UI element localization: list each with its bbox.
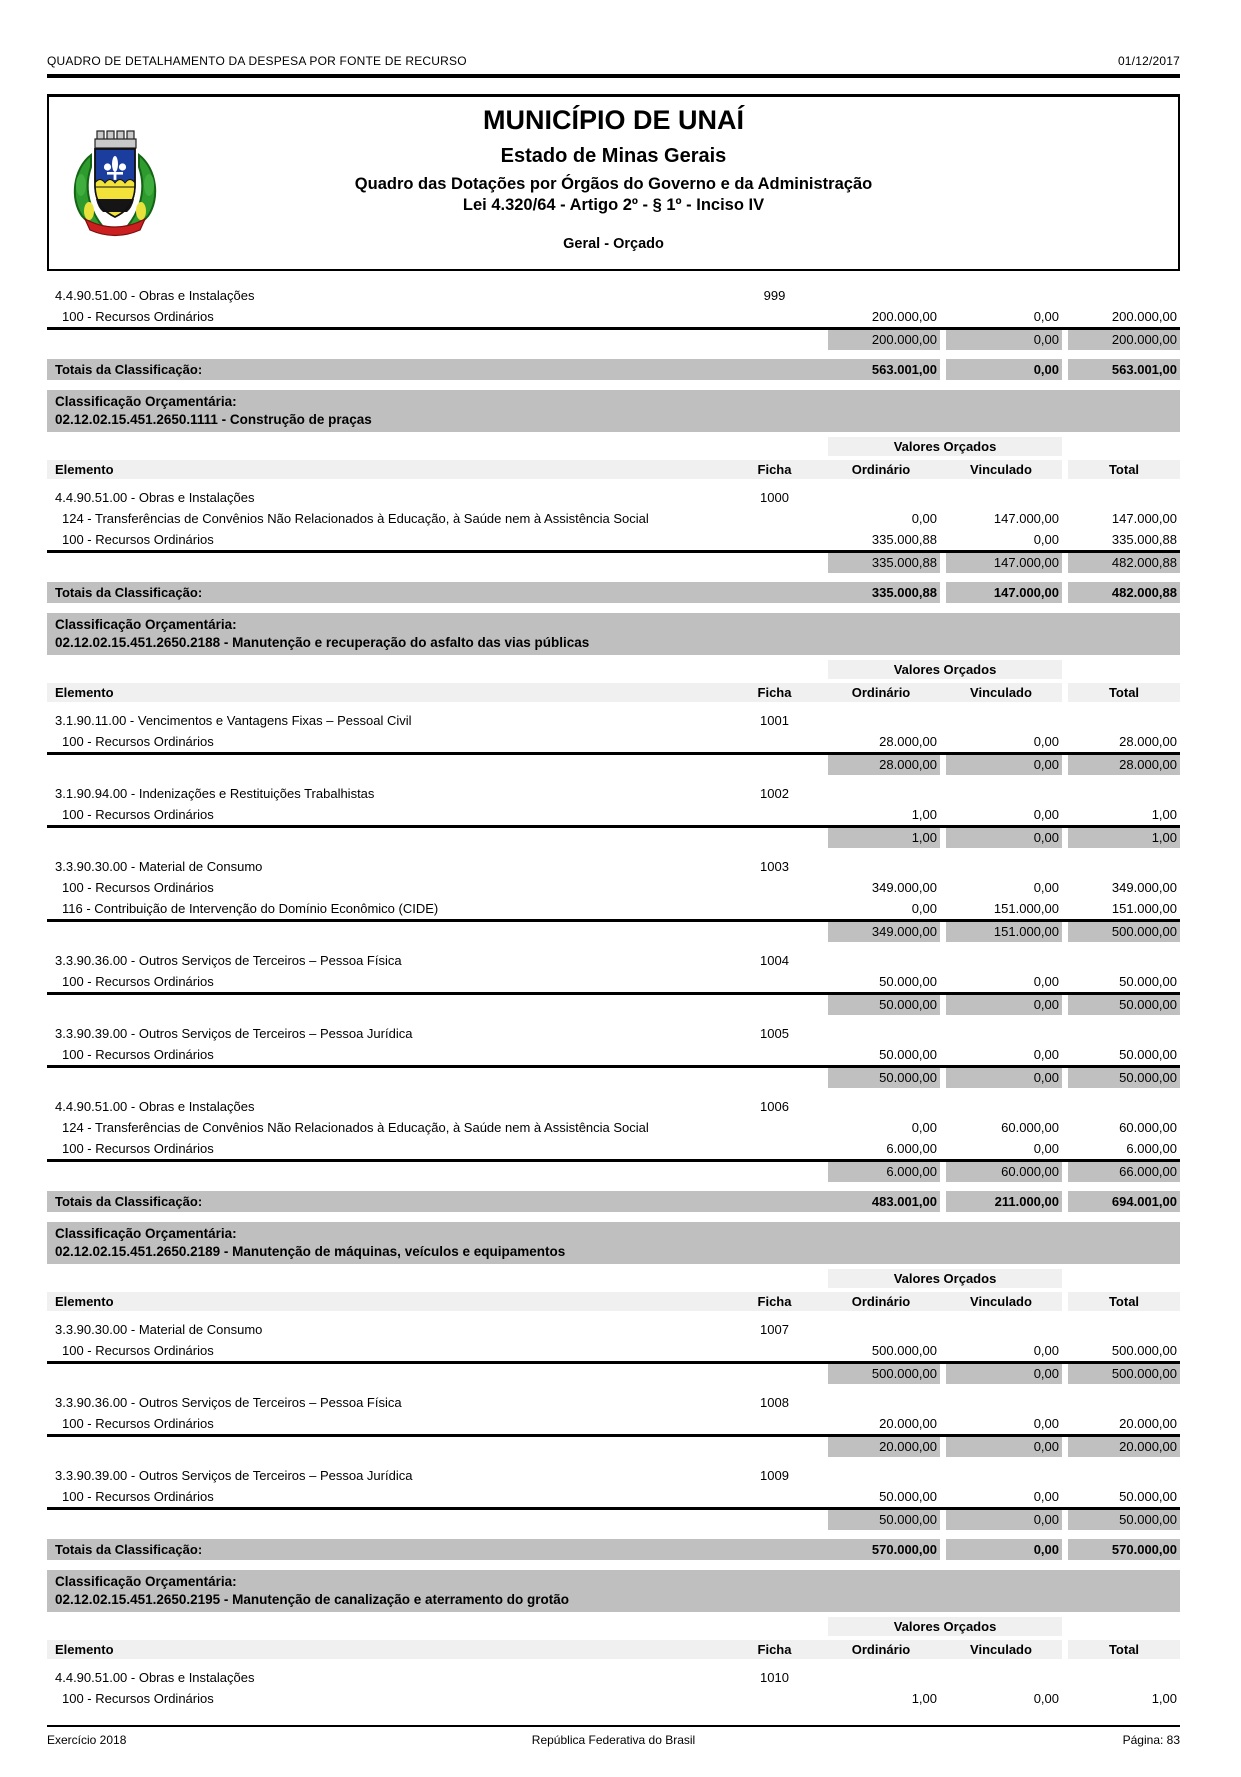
totals-vinculado-value: 0,00	[940, 1539, 1062, 1560]
col-header-elemento: Elemento	[47, 1292, 727, 1311]
element-row	[47, 1096, 1180, 1117]
classification-band	[47, 1570, 1180, 1612]
element-ficha: 1003	[760, 859, 789, 874]
totals-label-cell	[47, 1191, 940, 1212]
source-ordinario-value: 28.000,00	[879, 734, 937, 749]
col-header-vinculado: Vinculado	[940, 1640, 1062, 1659]
element-subtotal-row	[47, 1159, 1180, 1182]
source-row	[47, 804, 1180, 825]
element-label: 4.4.90.51.00 - Obras e Instalações	[55, 490, 255, 505]
source-vinculado-value: 151.000,00	[993, 901, 1059, 916]
footer-country: República Federativa do Brasil	[531, 1733, 696, 1747]
element-subtotal-row	[47, 1361, 1180, 1384]
source-ordinario-value: 50.000,00	[879, 1047, 937, 1062]
element-row	[47, 1023, 1180, 1044]
source-row	[47, 731, 1180, 752]
totals-ordinario-value: 570.000,00	[871, 1542, 937, 1557]
source-vinculado-value: 0,00	[1033, 734, 1059, 749]
classification-title: Classificação Orçamentária:	[55, 617, 237, 632]
source-ordinario-value: 1,00	[911, 1691, 937, 1706]
source-total-value: 1,00	[1151, 807, 1177, 822]
subtotal-ordinario-value: 50.000,00	[822, 995, 940, 1015]
source-row	[47, 529, 1180, 550]
source-label: 100 - Recursos Ordinários	[62, 1343, 214, 1358]
source-vinculado-value: 0,00	[1033, 974, 1059, 989]
valores-orcados-label: Valores Orçados	[822, 1269, 1062, 1288]
coat-of-arms-logo	[67, 123, 163, 239]
source-ordinario-value: 0,00	[911, 1120, 937, 1135]
col-header-elemento: Elemento	[47, 683, 727, 702]
source-ordinario-value: 0,00	[911, 901, 937, 916]
subtotal-total-value: 1,00	[1062, 828, 1180, 848]
source-total-value: 200.000,00	[1111, 309, 1177, 324]
element-group	[47, 950, 1180, 1015]
totals-ordinario-value: 483.001,00	[871, 1194, 937, 1209]
col-header-vinculado: Vinculado	[940, 1292, 1062, 1311]
source-label: 124 - Transferências de Convênios Não Relacionados à Educação, à Saúde nem à Assistência Social	[62, 1120, 649, 1135]
element-label: 3.3.90.36.00 - Outros Serviços de Terceiros – Pessoa Física	[55, 953, 402, 968]
col-header-ordinario: Ordinário	[822, 683, 940, 702]
source-label: 124 - Transferências de Convênios Não Relacionados à Educação, à Saúde nem à Assistência Social	[62, 511, 649, 526]
source-label: 100 - Recursos Ordinários	[62, 880, 214, 895]
page-header-date: 01/12/2017	[1117, 54, 1180, 68]
classification-code: 02.12.02.15.451.2650.1111 - Construção de praças	[55, 412, 372, 427]
element-subtotal-row	[47, 825, 1180, 848]
source-total-value: 20.000,00	[1119, 1416, 1177, 1431]
source-total-value: 6.000,00	[1126, 1141, 1177, 1156]
source-total-value: 335.000,88	[1111, 532, 1177, 547]
org-header	[47, 94, 1180, 271]
element-group	[47, 1319, 1180, 1384]
totals-vinculado-value: 0,00	[940, 359, 1062, 380]
report-table	[47, 285, 1180, 1709]
subtotal-total-value: 50.000,00	[1062, 1068, 1180, 1088]
element-subtotal-row	[47, 1434, 1180, 1457]
element-label: 3.3.90.30.00 - Material de Consumo	[55, 859, 263, 874]
source-row	[47, 1340, 1180, 1361]
element-ficha: 1010	[760, 1670, 789, 1685]
element-group	[47, 487, 1180, 573]
classification-band	[47, 1222, 1180, 1264]
classification-band	[47, 390, 1180, 432]
element-row	[47, 1392, 1180, 1413]
totals-total-value: 570.000,00	[1062, 1539, 1180, 1560]
totals-label: Totais da Classificação:	[55, 362, 203, 377]
source-vinculado-value: 0,00	[1033, 1141, 1059, 1156]
totals-label-cell	[47, 582, 940, 603]
classification-totals-row	[47, 359, 1180, 380]
source-total-value: 349.000,00	[1111, 880, 1177, 895]
source-label: 100 - Recursos Ordinários	[62, 309, 214, 324]
subtotal-total-value: 50.000,00	[1062, 1510, 1180, 1530]
source-row	[47, 877, 1180, 898]
report-title: Quadro das Dotações por Órgãos do Governo e da Administração	[354, 175, 873, 193]
source-total-value: 50.000,00	[1119, 1489, 1177, 1504]
source-row	[47, 1044, 1180, 1065]
subtotal-total-value: 28.000,00	[1062, 755, 1180, 775]
subtotal-ordinario-value: 1,00	[822, 828, 940, 848]
totals-total-value: 563.001,00	[1062, 359, 1180, 380]
element-row	[47, 710, 1180, 731]
source-ordinario-value: 1,00	[911, 807, 937, 822]
source-label: 100 - Recursos Ordinários	[62, 1047, 214, 1062]
source-total-value: 60.000,00	[1119, 1120, 1177, 1135]
source-vinculado-value: 0,00	[1033, 309, 1059, 324]
source-label: 100 - Recursos Ordinários	[62, 1141, 214, 1156]
valores-orcados-label: Valores Orçados	[822, 1617, 1062, 1636]
element-row	[47, 1319, 1180, 1340]
source-vinculado-value: 0,00	[1033, 1416, 1059, 1431]
col-header-total: Total	[1062, 683, 1180, 702]
totals-vinculado-value: 147.000,00	[940, 582, 1062, 603]
element-ficha: 1002	[760, 786, 789, 801]
source-total-value: 28.000,00	[1119, 734, 1177, 749]
subtotal-ordinario-value: 349.000,00	[822, 922, 940, 942]
element-subtotal-row	[47, 752, 1180, 775]
classification-code: 02.12.02.15.451.2650.2195 - Manutenção de canalização e aterramento do grotão	[55, 1592, 569, 1607]
subtotal-ordinario-value: 20.000,00	[822, 1437, 940, 1457]
col-header-total: Total	[1062, 1292, 1180, 1311]
subtotal-ordinario-value: 50.000,00	[822, 1068, 940, 1088]
page-header-title: QUADRO DE DETALHAMENTO DA DESPESA POR FONTE DE RECURSO	[47, 54, 467, 68]
totals-label: Totais da Classificação:	[55, 1194, 203, 1209]
source-total-value: 500.000,00	[1111, 1343, 1177, 1358]
element-label: 4.4.90.51.00 - Obras e Instalações	[55, 1099, 255, 1114]
classification-title: Classificação Orçamentária:	[55, 1226, 237, 1241]
source-row	[47, 1413, 1180, 1434]
classification-totals-row	[47, 582, 1180, 603]
column-header-row	[47, 460, 1180, 479]
source-row	[47, 971, 1180, 992]
source-vinculado-value: 0,00	[1033, 807, 1059, 822]
element-ficha: 1004	[760, 953, 789, 968]
element-row	[47, 1667, 1180, 1688]
source-ordinario-value: 20.000,00	[879, 1416, 937, 1431]
subtotal-vinculado-value: 151.000,00	[940, 922, 1062, 942]
source-ordinario-value: 0,00	[911, 511, 937, 526]
subtotal-total-value: 66.000,00	[1062, 1162, 1180, 1182]
subtotal-total-value: 20.000,00	[1062, 1437, 1180, 1457]
source-label: 116 - Contribuição de Intervenção do Domínio Econômico (CIDE)	[62, 901, 439, 916]
element-subtotal-row	[47, 919, 1180, 942]
col-header-ordinario: Ordinário	[822, 1640, 940, 1659]
subtotal-total-value: 500.000,00	[1062, 922, 1180, 942]
subtotal-vinculado-value: 0,00	[940, 1068, 1062, 1088]
totals-label-cell	[47, 359, 940, 380]
source-row	[47, 898, 1180, 919]
subtotal-total-value: 500.000,00	[1062, 1364, 1180, 1384]
source-vinculado-value: 0,00	[1033, 1343, 1059, 1358]
element-ficha: 1006	[760, 1099, 789, 1114]
element-ficha: 1001	[760, 713, 789, 728]
col-header-elemento: Elemento	[47, 1640, 727, 1659]
source-ordinario-value: 500.000,00	[871, 1343, 937, 1358]
element-label: 3.1.90.94.00 - Indenizações e Restituições Trabalhistas	[55, 786, 375, 801]
source-vinculado-value: 0,00	[1033, 880, 1059, 895]
subtotal-total-value: 482.000,88	[1062, 553, 1180, 573]
totals-ordinario-value: 563.001,00	[871, 362, 937, 377]
scope-label: Geral - Orçado	[563, 236, 664, 252]
element-group	[47, 856, 1180, 942]
valores-orcados-label: Valores Orçados	[822, 437, 1062, 456]
source-vinculado-value: 0,00	[1033, 1489, 1059, 1504]
source-vinculado-value: 0,00	[1033, 532, 1059, 547]
source-ordinario-value: 349.000,00	[871, 880, 937, 895]
source-ordinario-value: 50.000,00	[879, 974, 937, 989]
element-row	[47, 950, 1180, 971]
subtotal-ordinario-value: 335.000,88	[822, 553, 940, 573]
source-label: 100 - Recursos Ordinários	[62, 1416, 214, 1431]
source-row	[47, 1138, 1180, 1159]
column-header-row	[47, 1292, 1180, 1311]
totals-total-value: 482.000,88	[1062, 582, 1180, 603]
classification-totals-row	[47, 1539, 1180, 1560]
element-label: 3.3.90.39.00 - Outros Serviços de Terceiros – Pessoa Jurídica	[55, 1026, 413, 1041]
source-vinculado-value: 0,00	[1033, 1047, 1059, 1062]
source-label: 100 - Recursos Ordinários	[62, 974, 214, 989]
classification-totals-row	[47, 1191, 1180, 1212]
valores-orcados-row	[47, 437, 1180, 456]
totals-label: Totais da Classificação:	[55, 1542, 203, 1557]
classification-code: 02.12.02.15.451.2650.2188 - Manutenção e recuperação do asfalto das vias públicas	[55, 635, 590, 650]
col-header-total: Total	[1062, 1640, 1180, 1659]
source-label: 100 - Recursos Ordinários	[62, 1489, 214, 1504]
col-header-ordinario: Ordinário	[822, 1292, 940, 1311]
source-ordinario-value: 200.000,00	[871, 309, 937, 324]
page-header	[47, 0, 1180, 78]
source-row	[47, 508, 1180, 529]
element-subtotal-row	[47, 992, 1180, 1015]
element-row	[47, 487, 1180, 508]
subtotal-vinculado-value: 0,00	[940, 995, 1062, 1015]
element-group	[47, 1465, 1180, 1530]
classification-band	[47, 613, 1180, 655]
column-header-row	[47, 1640, 1180, 1659]
subtotal-vinculado-value: 0,00	[940, 1364, 1062, 1384]
element-subtotal-row	[47, 1065, 1180, 1088]
column-header-row	[47, 683, 1180, 702]
source-label: 100 - Recursos Ordinários	[62, 532, 214, 547]
element-group	[47, 1667, 1180, 1709]
subtotal-ordinario-value: 200.000,00	[822, 330, 940, 350]
source-total-value: 50.000,00	[1119, 1047, 1177, 1062]
subtotal-vinculado-value: 0,00	[940, 330, 1062, 350]
classification-title: Classificação Orçamentária:	[55, 1574, 237, 1589]
col-header-total: Total	[1062, 460, 1180, 479]
footer-page-number: Página: 83	[1122, 1733, 1181, 1747]
valores-orcados-row	[47, 660, 1180, 679]
totals-label: Totais da Classificação:	[55, 585, 203, 600]
element-label: 3.3.90.30.00 - Material de Consumo	[55, 1322, 263, 1337]
element-ficha: 1008	[760, 1395, 789, 1410]
footer-exercise-year: Exercício 2018	[47, 1733, 127, 1747]
source-ordinario-value: 335.000,88	[871, 532, 937, 547]
classification-title: Classificação Orçamentária:	[55, 394, 237, 409]
totals-total-value: 694.001,00	[1062, 1191, 1180, 1212]
element-row	[47, 285, 1180, 306]
element-ficha: 999	[763, 288, 786, 303]
element-group	[47, 1023, 1180, 1088]
element-group	[47, 1392, 1180, 1457]
col-header-ordinario: Ordinário	[822, 460, 940, 479]
element-group	[47, 710, 1180, 775]
source-row	[47, 306, 1180, 327]
source-total-value: 1,00	[1151, 1691, 1177, 1706]
state-title: Estado de Minas Gerais	[500, 145, 727, 167]
element-label: 4.4.90.51.00 - Obras e Instalações	[55, 1670, 255, 1685]
col-header-ficha: Ficha	[727, 1292, 822, 1311]
col-header-vinculado: Vinculado	[940, 460, 1062, 479]
source-ordinario-value: 50.000,00	[879, 1489, 937, 1504]
source-row	[47, 1486, 1180, 1507]
subtotal-ordinario-value: 28.000,00	[822, 755, 940, 775]
totals-vinculado-value: 211.000,00	[940, 1191, 1062, 1212]
law-reference: Lei 4.320/64 - Artigo 2º - § 1º - Inciso IV	[462, 196, 765, 214]
element-label: 4.4.90.51.00 - Obras e Instalações	[55, 288, 255, 303]
element-ficha: 1007	[760, 1322, 789, 1337]
element-label: 3.1.90.11.00 - Vencimentos e Vantagens Fixas – Pessoal Civil	[55, 713, 412, 728]
element-row	[47, 856, 1180, 877]
col-header-ficha: Ficha	[727, 683, 822, 702]
subtotal-total-value: 200.000,00	[1062, 330, 1180, 350]
subtotal-vinculado-value: 0,00	[940, 1437, 1062, 1457]
subtotal-vinculado-value: 0,00	[940, 755, 1062, 775]
source-vinculado-value: 0,00	[1033, 1691, 1059, 1706]
element-subtotal-row	[47, 327, 1180, 350]
source-total-value: 151.000,00	[1111, 901, 1177, 916]
subtotal-vinculado-value: 60.000,00	[940, 1162, 1062, 1182]
subtotal-ordinario-value: 50.000,00	[822, 1510, 940, 1530]
col-header-ficha: Ficha	[727, 1640, 822, 1659]
element-subtotal-row	[47, 550, 1180, 573]
valores-orcados-row	[47, 1269, 1180, 1288]
subtotal-total-value: 50.000,00	[1062, 995, 1180, 1015]
source-total-value: 147.000,00	[1111, 511, 1177, 526]
valores-orcados-label: Valores Orçados	[822, 660, 1062, 679]
totals-ordinario-value: 335.000,88	[871, 585, 937, 600]
source-total-value: 50.000,00	[1119, 974, 1177, 989]
element-group	[47, 285, 1180, 350]
subtotal-vinculado-value: 147.000,00	[940, 553, 1062, 573]
element-group	[47, 1096, 1180, 1182]
element-ficha: 1005	[760, 1026, 789, 1041]
source-label: 100 - Recursos Ordinários	[62, 807, 214, 822]
source-label: 100 - Recursos Ordinários	[62, 734, 214, 749]
subtotal-ordinario-value: 6.000,00	[822, 1162, 940, 1182]
valores-orcados-row	[47, 1617, 1180, 1636]
subtotal-ordinario-value: 500.000,00	[822, 1364, 940, 1384]
source-row	[47, 1117, 1180, 1138]
subtotal-vinculado-value: 0,00	[940, 828, 1062, 848]
municipality-title: MUNICÍPIO DE UNAÍ	[482, 105, 744, 135]
element-row	[47, 1465, 1180, 1486]
col-header-vinculado: Vinculado	[940, 683, 1062, 702]
source-vinculado-value: 147.000,00	[993, 511, 1059, 526]
element-ficha: 1000	[760, 490, 789, 505]
totals-label-cell	[47, 1539, 940, 1560]
element-ficha: 1009	[760, 1468, 789, 1483]
element-label: 3.3.90.36.00 - Outros Serviços de Terceiros – Pessoa Física	[55, 1395, 402, 1410]
page-footer	[47, 1725, 1180, 1747]
source-label: 100 - Recursos Ordinários	[62, 1691, 214, 1706]
subtotal-vinculado-value: 0,00	[940, 1510, 1062, 1530]
source-ordinario-value: 6.000,00	[886, 1141, 937, 1156]
element-label: 3.3.90.39.00 - Outros Serviços de Terceiros – Pessoa Jurídica	[55, 1468, 413, 1483]
element-subtotal-row	[47, 1507, 1180, 1530]
element-group	[47, 783, 1180, 848]
source-vinculado-value: 60.000,00	[1001, 1120, 1059, 1135]
col-header-elemento: Elemento	[47, 460, 727, 479]
source-row	[47, 1688, 1180, 1709]
col-header-ficha: Ficha	[727, 460, 822, 479]
classification-code: 02.12.02.15.451.2650.2189 - Manutenção de máquinas, veículos e equipamentos	[55, 1244, 566, 1259]
element-row	[47, 783, 1180, 804]
